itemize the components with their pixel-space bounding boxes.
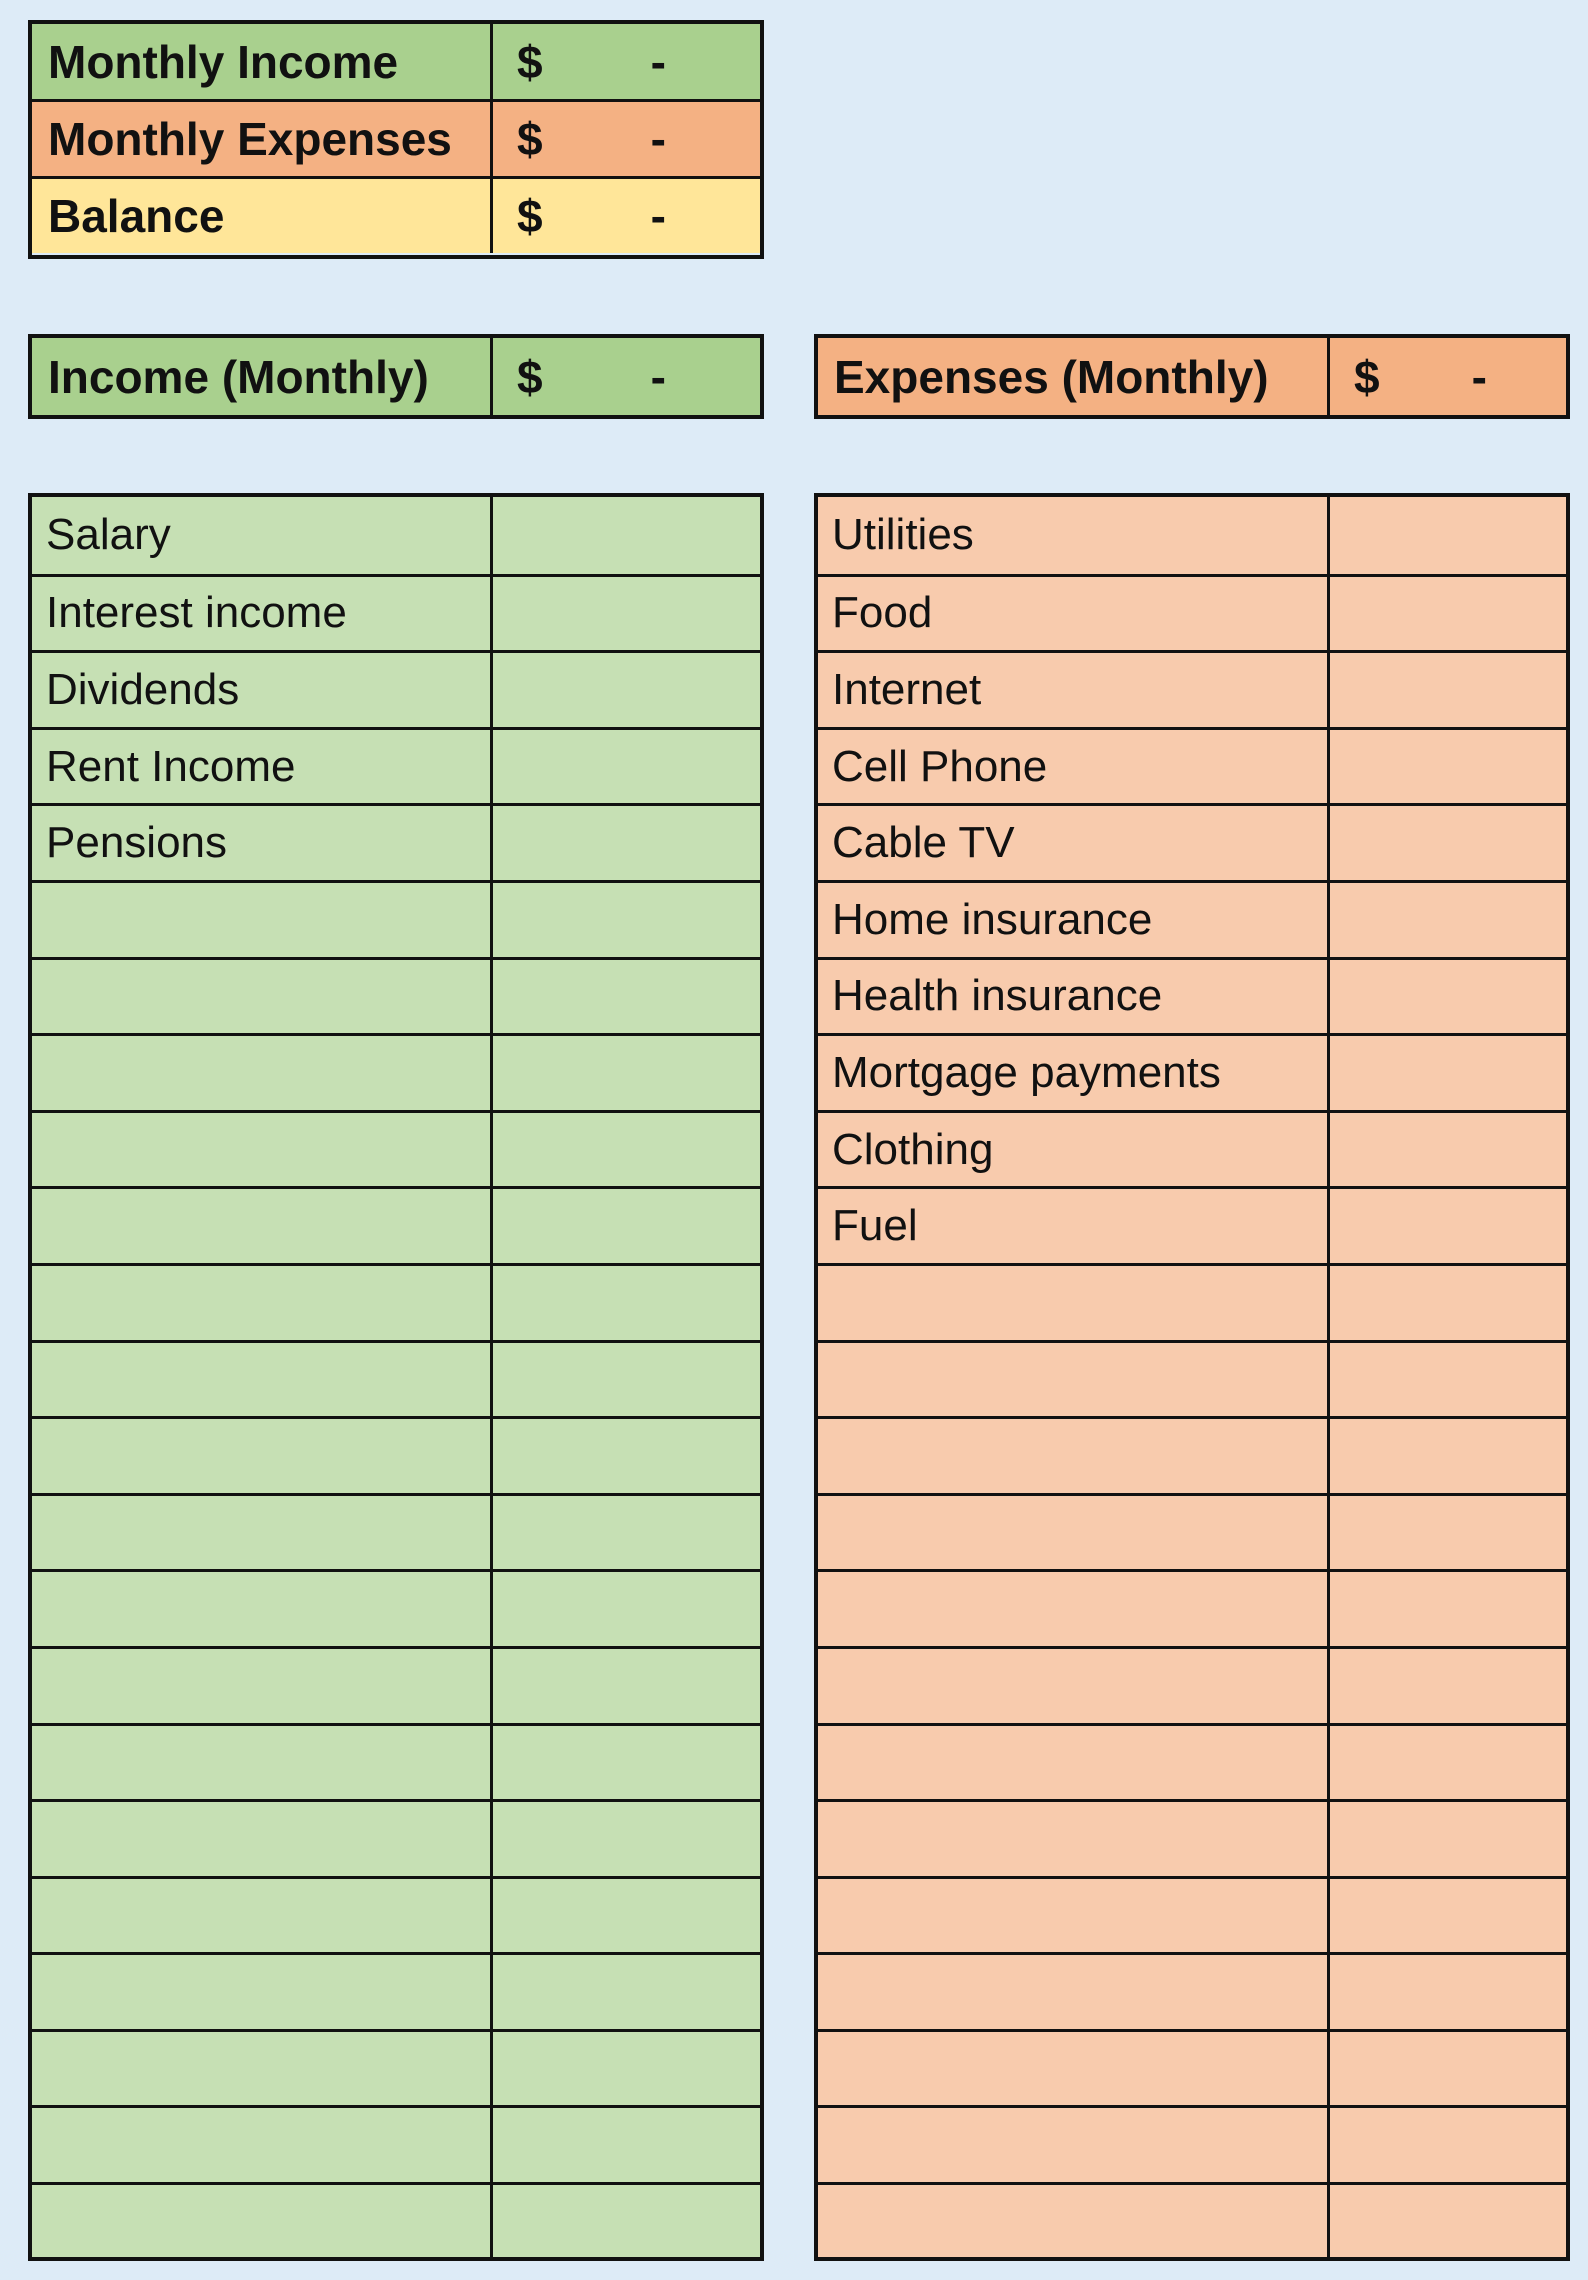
income-item-cell[interactable] [32, 1802, 490, 1876]
income-amount-cell[interactable] [490, 1726, 760, 1800]
table-row [818, 957, 1566, 1034]
expenses-total-value: - [1471, 350, 1487, 403]
table-row [818, 1876, 1566, 1953]
table-row [818, 1493, 1566, 1570]
currency-symbol: $ [517, 350, 543, 403]
expense-amount-cell[interactable] [1327, 1879, 1566, 1953]
income-amount-cell[interactable] [490, 497, 760, 574]
income-item-cell[interactable] [32, 1496, 490, 1570]
table-row [32, 2182, 760, 2259]
table-row [818, 574, 1566, 651]
table-row [32, 1876, 760, 1953]
monthly-expenses-row [32, 99, 760, 176]
income-item-cell[interactable]: Dividends [46, 664, 240, 714]
expense-item-cell[interactable]: Fuel [832, 1201, 918, 1251]
table-row [32, 880, 760, 957]
table-row [818, 1723, 1566, 1800]
expense-amount-cell[interactable] [1327, 1649, 1566, 1723]
expense-item-cell[interactable] [818, 1496, 1327, 1570]
expense-amount-cell[interactable] [1327, 883, 1566, 957]
expense-item-cell[interactable] [818, 1266, 1327, 1340]
table-row [818, 1186, 1566, 1263]
income-amount-cell[interactable] [490, 1266, 760, 1340]
table-row [818, 1799, 1566, 1876]
expenses-header-label: Expenses (Monthly) [834, 350, 1269, 403]
table-row [32, 803, 760, 880]
expense-amount-cell[interactable] [1327, 1955, 1566, 2029]
balance-cell[interactable] [490, 179, 760, 253]
table-row [32, 1952, 760, 2029]
expense-item-cell[interactable] [818, 2032, 1327, 2106]
expense-amount-cell[interactable] [1327, 577, 1566, 651]
monthly-income-cell[interactable] [490, 24, 760, 99]
income-item-cell[interactable] [32, 960, 490, 1034]
expense-item-cell[interactable]: Internet [832, 664, 982, 714]
table-row [32, 1416, 760, 1493]
expense-amount-cell[interactable] [1327, 806, 1566, 880]
expense-amount-cell[interactable] [1327, 1726, 1566, 1800]
income-amount-cell[interactable] [490, 1419, 760, 1493]
income-amount-cell[interactable] [490, 653, 760, 727]
expenses-table [814, 493, 1570, 2261]
expense-item-cell[interactable] [818, 1343, 1327, 1417]
expense-item-cell[interactable] [818, 1726, 1327, 1800]
monthly-income-label: Monthly Income [48, 35, 399, 88]
income-item-cell[interactable] [32, 1036, 490, 1110]
expense-amount-cell[interactable] [1327, 1266, 1566, 1340]
table-row [32, 1263, 760, 1340]
monthly-income-value: - [650, 35, 666, 88]
income-amount-cell[interactable] [490, 1496, 760, 1570]
income-item-cell[interactable]: Rent Income [46, 741, 296, 791]
expense-item-cell[interactable] [818, 1879, 1327, 1953]
table-row [818, 2105, 1566, 2182]
expense-amount-cell[interactable] [1327, 2108, 1566, 2182]
currency-symbol: $ [517, 190, 543, 242]
table-row [818, 2029, 1566, 2106]
income-item-cell[interactable] [32, 1266, 490, 1340]
table-row [32, 727, 760, 804]
income-item-cell[interactable] [32, 2108, 490, 2182]
table-row [818, 1263, 1566, 1340]
table-row [32, 650, 760, 727]
expense-amount-cell[interactable] [1327, 1419, 1566, 1493]
table-row [32, 1569, 760, 1646]
table-row [818, 1952, 1566, 2029]
income-total-value: - [650, 350, 666, 403]
income-amount-cell[interactable] [490, 883, 760, 957]
table-row [818, 1033, 1566, 1110]
table-row [32, 1646, 760, 1723]
expense-item-cell[interactable] [818, 1955, 1327, 2029]
expense-amount-cell[interactable] [1327, 960, 1566, 1034]
table-row [32, 497, 760, 574]
expenses-header [814, 334, 1570, 419]
income-item-cell[interactable] [32, 1649, 490, 1723]
income-item-cell[interactable] [32, 1419, 490, 1493]
expense-item-cell[interactable]: Mortgage payments [832, 1047, 1221, 1097]
table-row [32, 2029, 760, 2106]
summary-table [28, 20, 764, 259]
table-row [32, 574, 760, 651]
expense-amount-cell[interactable] [1327, 497, 1566, 574]
expense-item-cell[interactable]: Utilities [832, 510, 974, 560]
table-row [818, 1110, 1566, 1187]
table-row [818, 803, 1566, 880]
income-amount-cell[interactable] [490, 1802, 760, 1876]
expense-amount-cell[interactable] [1327, 730, 1566, 804]
income-amount-cell[interactable] [490, 806, 760, 880]
expense-item-cell[interactable]: Cable TV [832, 818, 1015, 868]
balance-row [32, 176, 760, 253]
income-item-cell[interactable] [32, 2032, 490, 2106]
expense-amount-cell[interactable] [1327, 1802, 1566, 1876]
income-item-cell[interactable]: Salary [46, 510, 171, 560]
income-amount-cell[interactable] [490, 1955, 760, 2029]
expense-item-cell[interactable] [818, 1572, 1327, 1646]
expense-amount-cell[interactable] [1327, 2032, 1566, 2106]
income-table [28, 493, 764, 2261]
table-row [32, 2105, 760, 2182]
table-row [818, 1569, 1566, 1646]
table-row [818, 1646, 1566, 1723]
table-row [32, 1340, 760, 1417]
income-amount-cell[interactable] [490, 1343, 760, 1417]
income-item-cell[interactable]: Pensions [46, 818, 228, 868]
table-row [32, 1799, 760, 1876]
expense-item-cell[interactable] [818, 2185, 1327, 2259]
income-item-cell[interactable] [32, 1189, 490, 1263]
table-row [32, 957, 760, 1034]
income-amount-cell[interactable] [490, 2185, 760, 2259]
expense-item-cell[interactable] [818, 1419, 1327, 1493]
expense-amount-cell[interactable] [1327, 1189, 1566, 1263]
expense-amount-cell[interactable] [1327, 1343, 1566, 1417]
income-amount-cell[interactable] [490, 960, 760, 1034]
expense-item-cell[interactable] [818, 1649, 1327, 1723]
income-item-cell[interactable] [32, 883, 490, 957]
table-row [32, 1110, 760, 1187]
expense-item-cell[interactable]: Clothing [832, 1124, 994, 1174]
table-row [818, 2182, 1566, 2259]
expense-item-cell[interactable]: Cell Phone [832, 741, 1048, 791]
monthly-expenses-cell[interactable] [490, 102, 760, 176]
table-row [818, 727, 1566, 804]
income-header-label: Income (Monthly) [48, 350, 429, 403]
expense-amount-cell[interactable] [1327, 2185, 1566, 2259]
monthly-income-row [32, 24, 760, 99]
table-row [32, 1723, 760, 1800]
expense-amount-cell[interactable] [1327, 1113, 1566, 1187]
income-item-cell[interactable] [32, 1343, 490, 1417]
expense-item-cell[interactable]: Home insurance [832, 894, 1153, 944]
income-item-cell[interactable] [32, 1572, 490, 1646]
balance-value: - [650, 190, 666, 242]
income-header [28, 334, 764, 419]
income-item-cell[interactable] [32, 1726, 490, 1800]
income-item-cell[interactable] [32, 2185, 490, 2259]
table-row [32, 1033, 760, 1110]
table-row [818, 1340, 1566, 1417]
currency-symbol: $ [517, 35, 543, 88]
income-total-cell[interactable] [490, 338, 760, 415]
balance-label: Balance [48, 190, 225, 242]
income-amount-cell[interactable] [490, 577, 760, 651]
expense-item-cell[interactable]: Food [832, 588, 933, 638]
table-row [818, 880, 1566, 957]
expenses-total-cell[interactable] [1327, 338, 1566, 415]
income-amount-cell[interactable] [490, 1879, 760, 1953]
expense-amount-cell[interactable] [1327, 653, 1566, 727]
monthly-expenses-value: - [650, 113, 666, 165]
table-row [818, 1416, 1566, 1493]
income-item-cell[interactable] [32, 1113, 490, 1187]
income-item-cell[interactable] [32, 1879, 490, 1953]
income-amount-cell[interactable] [490, 1036, 760, 1110]
currency-symbol: $ [517, 113, 543, 165]
table-row [818, 650, 1566, 727]
income-amount-cell[interactable] [490, 1113, 760, 1187]
income-item-cell[interactable] [32, 1955, 490, 2029]
income-item-cell[interactable]: Interest income [46, 588, 347, 638]
expense-amount-cell[interactable] [1327, 1036, 1566, 1110]
income-amount-cell[interactable] [490, 730, 760, 804]
income-amount-cell[interactable] [490, 1189, 760, 1263]
table-row [32, 1493, 760, 1570]
table-row [32, 1186, 760, 1263]
currency-symbol: $ [1354, 350, 1380, 403]
income-amount-cell[interactable] [490, 2108, 760, 2182]
expense-item-cell[interactable]: Health insurance [832, 971, 1163, 1021]
table-row [818, 497, 1566, 574]
expense-amount-cell[interactable] [1327, 1572, 1566, 1646]
expense-item-cell[interactable] [818, 2108, 1327, 2182]
income-amount-cell[interactable] [490, 1649, 760, 1723]
expense-item-cell[interactable] [818, 1802, 1327, 1876]
income-amount-cell[interactable] [490, 2032, 760, 2106]
income-amount-cell[interactable] [490, 1572, 760, 1646]
monthly-expenses-label: Monthly Expenses [48, 113, 452, 165]
expense-amount-cell[interactable] [1327, 1496, 1566, 1570]
